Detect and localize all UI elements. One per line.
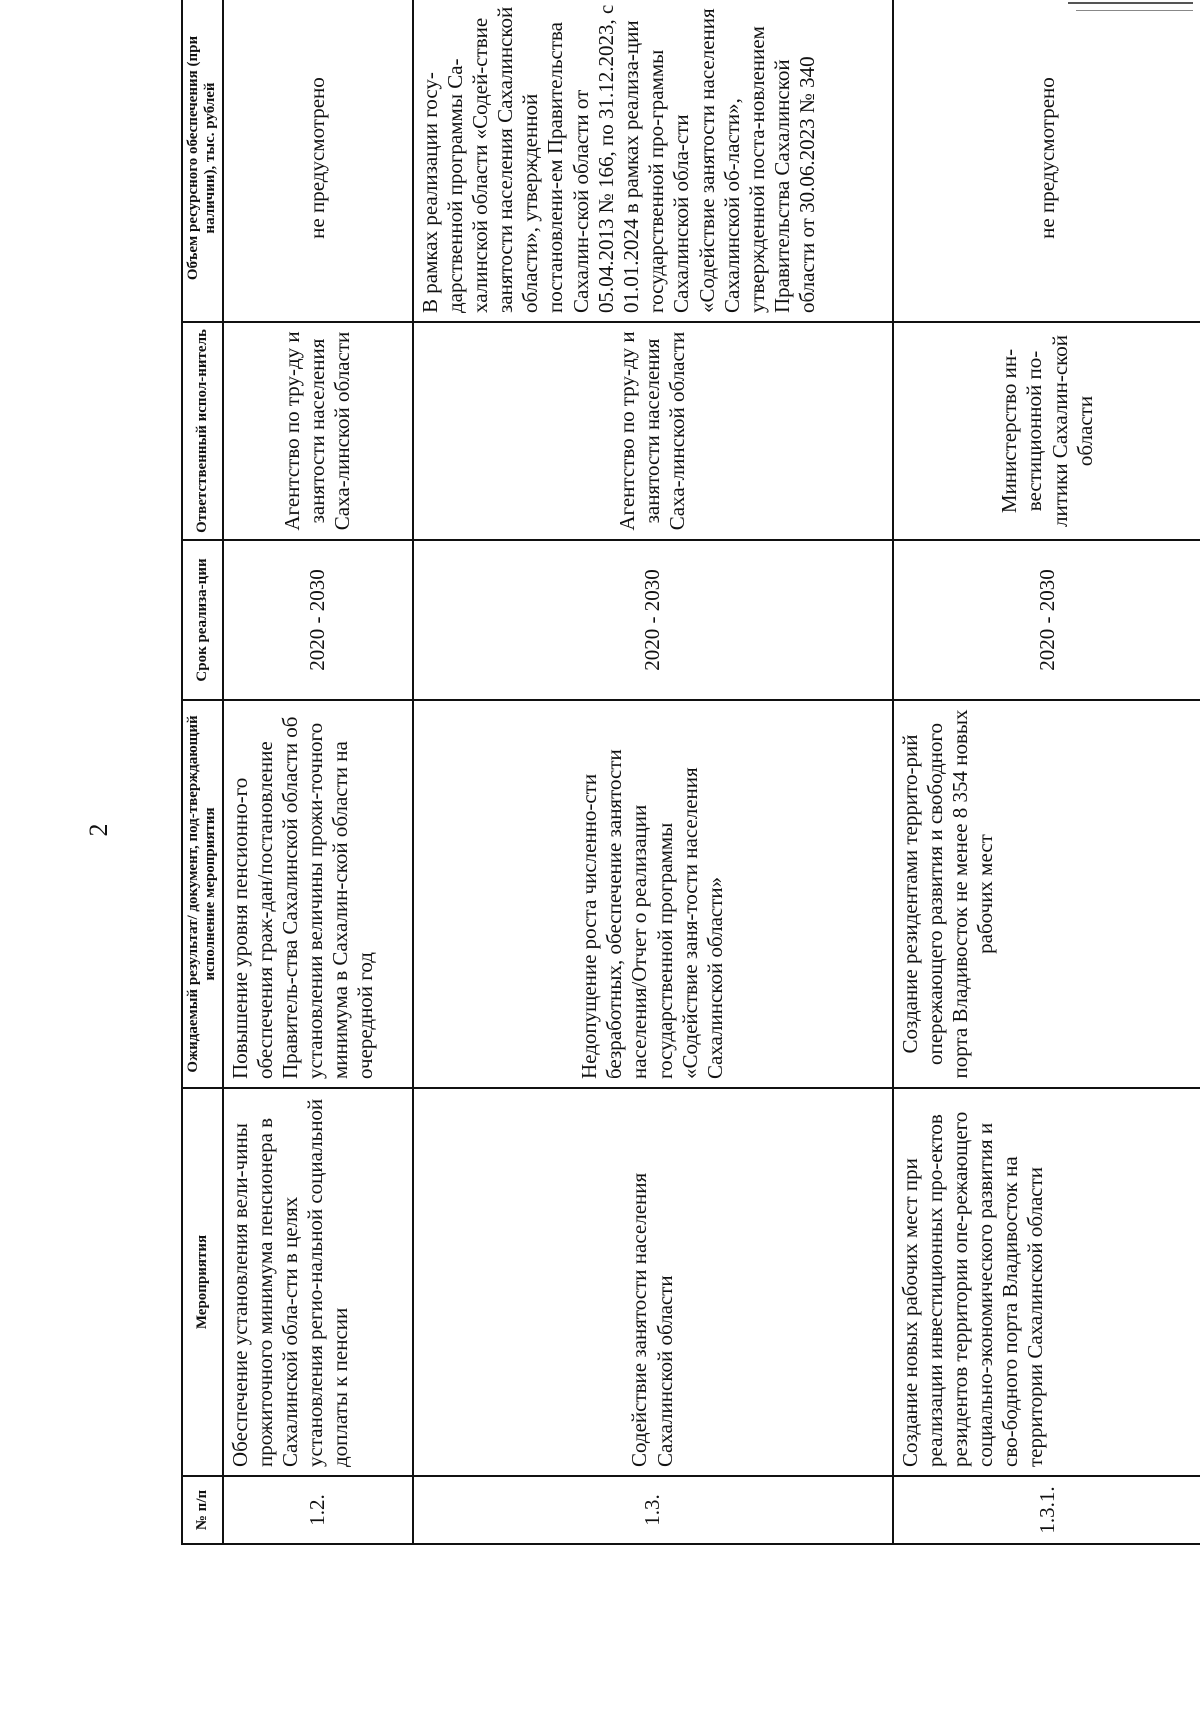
executor-cell: Министерство ин-вестиционной по-литики Сахалин-ской области <box>893 322 1200 540</box>
row-number: 1.3.1. <box>893 1476 1200 1544</box>
executor-cell: Агентство по тру-ду и занятости населения Саха-линской области <box>413 322 893 540</box>
result-cell: Недопущение роста численно-сти безработных, обеспечение занятости населения/Отчет о реализации государственной программы «Содействие заня-тости населения Сахалинской области» <box>413 700 893 1088</box>
header-result: Ожидаемый результат/ документ, под-тверждающий исполнение мероприятия <box>182 700 223 1088</box>
term-cell: 2020 - 2030 <box>223 540 413 700</box>
header-executor: Ответственный испол-нитель <box>182 322 223 540</box>
table-row <box>223 0 413 1544</box>
term-cell: 2020 - 2030 <box>413 540 893 700</box>
result-cell: Повышение уровня пенсионно-го обеспечения граж-дан/постановление Правитель-ства Сахалинской области об установлении величины прожи-точного минимума в Сахалин-ской области на очередной год <box>223 700 413 1088</box>
table-row <box>893 0 1200 1544</box>
activity-cell: Содействие занятости населения Сахалинской области <box>413 1088 893 1476</box>
resources-cell: В рамках реализации госу-дарственной программы Са-халинской области «Содей-ствие занятости населения Сахалинской области», утвержденной постановлени-ем Правительства Сахалин-ской области от 05.04.2013 № 166, по 31.12.2023, с 01.01.2024 в рамках реализа-ции государственной про-граммы Сахалинской обла-сти «Содействие занятости населения Сахалинской об-ласти», утвержденной поста-новлением Правительства Сахалинской области от 30.06.2023 № 340 <box>413 0 893 322</box>
result-cell: Создание резидентами террито-рий опережающего развития и свободного порта Владивосток не менее 8 354 новых рабочих мест <box>893 700 1200 1088</box>
header-activity: Мероприятия <box>182 1088 223 1476</box>
table-header-row <box>182 0 223 1544</box>
activity-cell: Создание новых рабочих мест при реализации инвестиционных про-ектов резидентов территории опе-режающего социально-экономического развития и сво-бодного порта Владивосток на территории Сахалинской области <box>893 1088 1200 1476</box>
resources-cell: не предусмотрено <box>223 0 413 322</box>
executor-cell: Агентство по тру-ду и занятости населения Саха-линской области <box>223 322 413 540</box>
page-number: 2 <box>84 823 113 837</box>
header-number: № п/п <box>182 1476 223 1544</box>
activity-cell: Обеспечение установления вели-чины прожиточного минимума пенсионера в Сахалинской обла-сти в целях установления регио-нальной социальной доплаты к пенсии <box>223 1088 413 1476</box>
term-cell: 2020 - 2030 <box>893 540 1200 700</box>
header-term: Срок реализа-ции <box>182 540 223 700</box>
row-number: 1.3. <box>413 1476 893 1544</box>
table-row <box>413 0 893 1544</box>
resources-cell: не предусмотрено <box>893 0 1200 322</box>
row-number: 1.2. <box>223 1476 413 1544</box>
activities-table <box>181 0 1200 1545</box>
header-resources: Объем ресурсного обеспечения (при наличии), тыс. рублей <box>182 0 223 322</box>
rotated-table-container <box>181 0 1200 1545</box>
